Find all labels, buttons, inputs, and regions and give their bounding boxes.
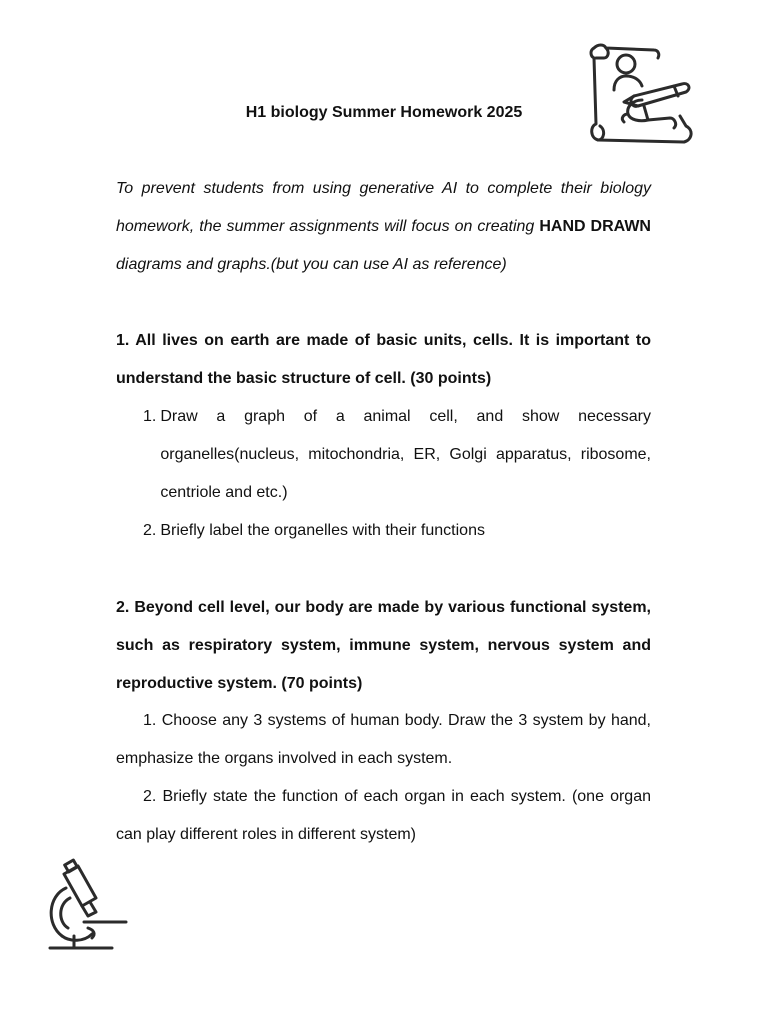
intro-paragraph <box>116 170 651 284</box>
question-1-heading: 1. All lives on earth are made of basic units, cells. It is important to understand the basic structure of cell. (30 points) <box>116 332 651 387</box>
question-2-item-1 <box>116 702 651 778</box>
item-text: Briefly state the function of each organ in each system. (one organ can play different roles in different system) <box>116 788 651 843</box>
microscope-icon <box>44 858 130 952</box>
question-1-item-1 <box>143 398 651 512</box>
intro-text-2: diagrams and graphs.(but you can use AI as reference) <box>116 256 507 273</box>
intro-emphasis: HAND DRAWN <box>539 218 651 235</box>
item-text: Draw a graph of a animal cell, and show necessary organelles(nucleus, mitochondria, ER, Golgi apparatus, ribosome, centriole and etc.) <box>160 408 651 501</box>
item-number: 2. <box>143 522 157 539</box>
item-number: 1. <box>143 712 157 729</box>
item-number: 2. <box>143 788 157 805</box>
item-text: Choose any 3 systems of human body. Draw the 3 system by hand, emphasize the organs involved in each system. <box>116 712 651 767</box>
hand-drawing-icon <box>584 40 700 148</box>
item-number: 1. <box>143 408 157 425</box>
question-2-item-2 <box>116 778 651 854</box>
intro-text-1: To prevent students from using generative AI to complete their biology homework, the summer assignments will focus on creating <box>116 180 651 235</box>
question-1-item-2 <box>143 512 651 550</box>
page-title: H1 biology Summer Homework 2025 <box>245 104 523 121</box>
question-2-heading: 2. Beyond cell level, our body are made by various functional system, such as respiratory system, immune system, nervous system and reproductive system. (70 points) <box>116 599 651 692</box>
item-text: Briefly label the organelles with their functions <box>160 522 485 539</box>
